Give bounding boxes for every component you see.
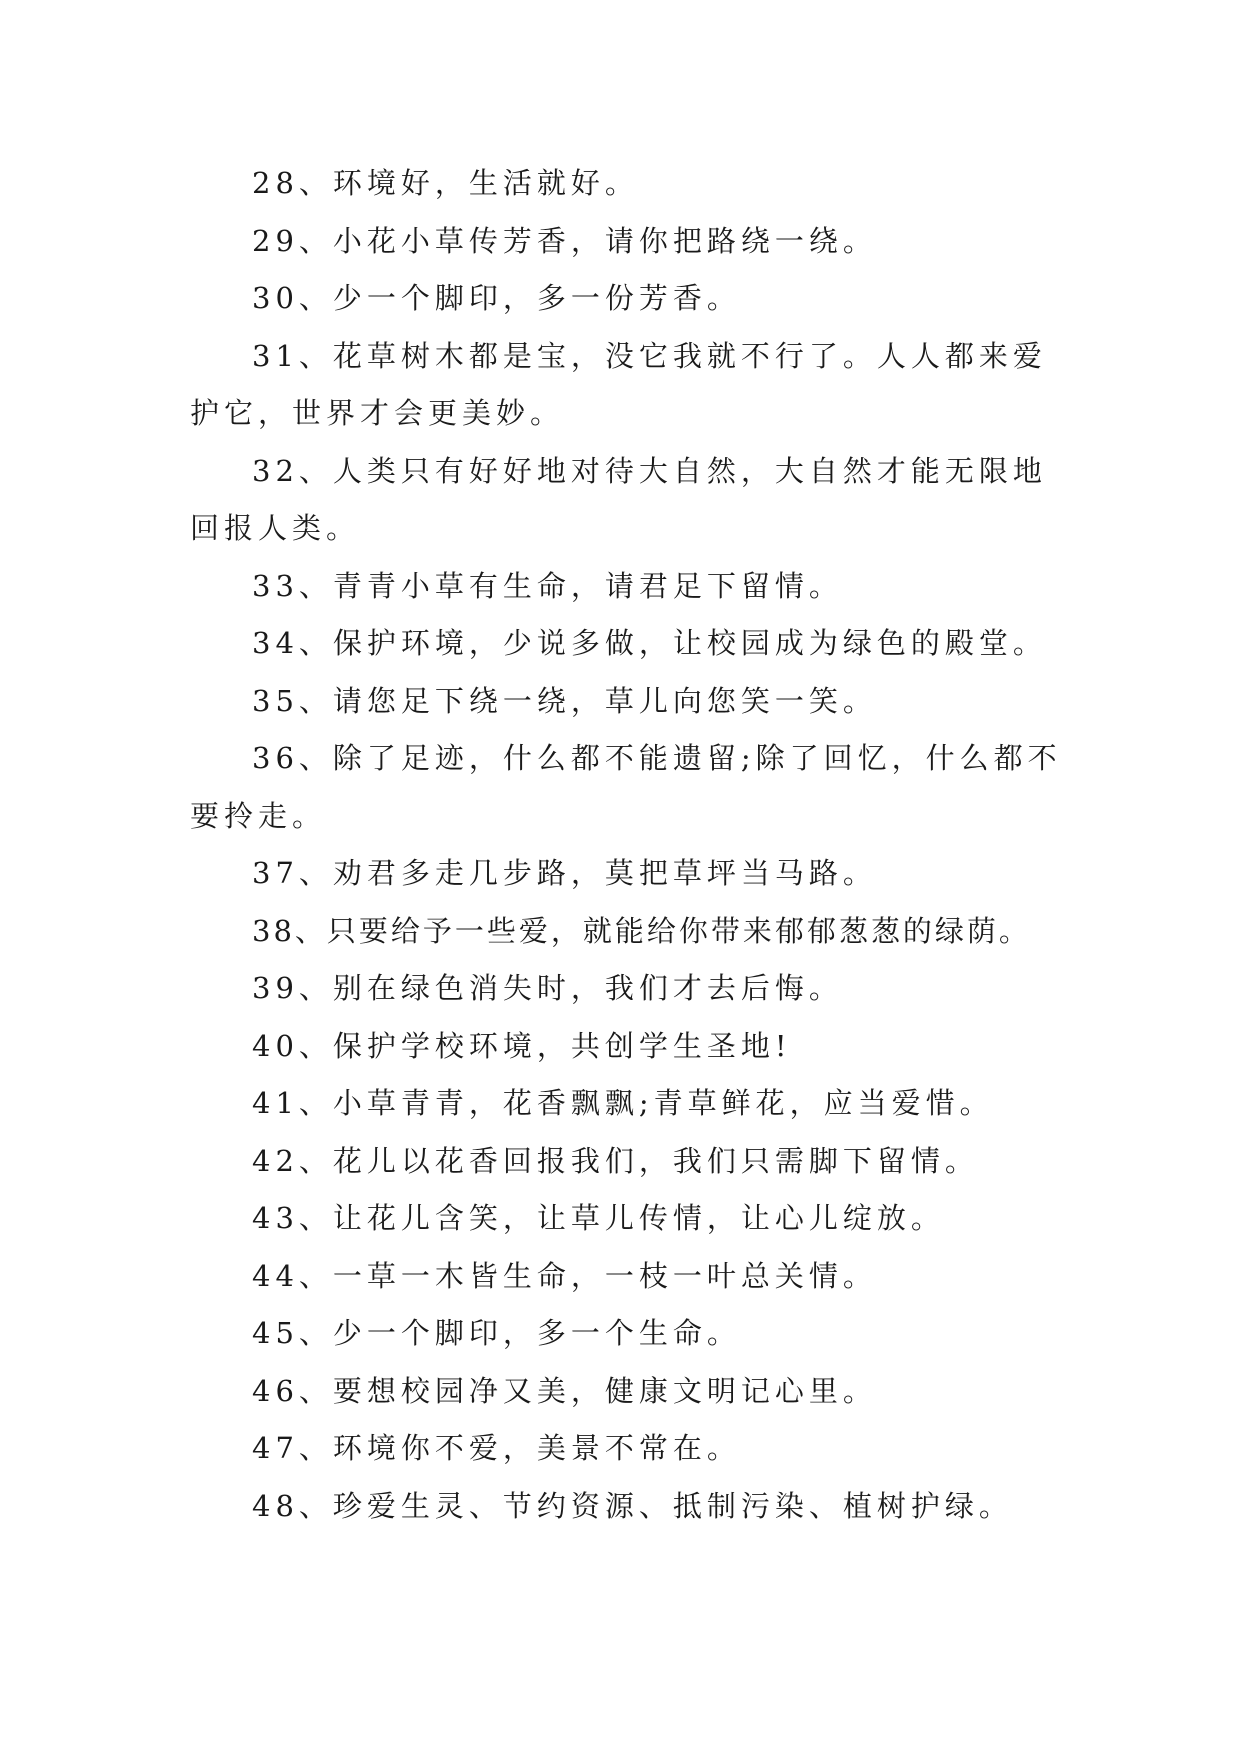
list-item: 35、请您足下绕一绕，草儿向您笑一笑。 xyxy=(252,683,877,718)
list-item: 43、让花儿含笑，让草儿传情，让心儿绽放。 xyxy=(252,1201,945,1235)
slogan-list xyxy=(190,155,1070,1535)
list-item: 45、少一个脚印，多一个生命。 xyxy=(252,1316,741,1350)
list-item: 36、除了足迹，什么都不能遗留;除了回忆，什么都不要拎走。 xyxy=(190,741,1062,833)
list-item: 47、环境你不爱，美景不常在。 xyxy=(252,1431,741,1465)
list-item: 38、只要给予一些爱，就能给你带来郁郁葱葱的绿荫。 xyxy=(252,913,1031,948)
list-item: 42、花儿以花香回报我们，我们只需脚下留情。 xyxy=(252,1143,979,1178)
list-item: 41、小草青青，花香飘飘;青草鲜花，应当爱惜。 xyxy=(252,1086,994,1120)
list-item: 48、珍爱生灵、节约资源、抵制污染、植树护绿。 xyxy=(252,1488,1013,1523)
list-item: 37、劝君多走几步路，莫把草坪当马路。 xyxy=(252,856,877,890)
list-item: 28、环境好，生活就好。 xyxy=(252,166,639,200)
list-item: 34、保护环境，少说多做，让校园成为绿色的殿堂。 xyxy=(252,626,1047,660)
list-item: 30、少一个脚印，多一份芳香。 xyxy=(252,281,741,315)
list-item: 46、要想校园净又美，健康文明记心里。 xyxy=(252,1373,877,1408)
list-item: 32、人类只有好好地对待大自然，大自然才能无限地回报人类。 xyxy=(190,453,1047,545)
list-item: 44、一草一木皆生命，一枝一叶总关情。 xyxy=(252,1258,877,1293)
list-item: 29、小花小草传芳香，请你把路绕一绕。 xyxy=(252,223,877,258)
list-item: 40、保护学校环境，共创学生圣地! xyxy=(252,1028,792,1063)
list-item: 31、花草树木都是宝，没它我就不行了。人人都来爱护它，世界才会更美妙。 xyxy=(190,338,1047,430)
list-item: 33、青青小草有生命，请君足下留情。 xyxy=(252,568,843,603)
list-item: 39、别在绿色消失时，我们才去后悔。 xyxy=(252,971,843,1005)
